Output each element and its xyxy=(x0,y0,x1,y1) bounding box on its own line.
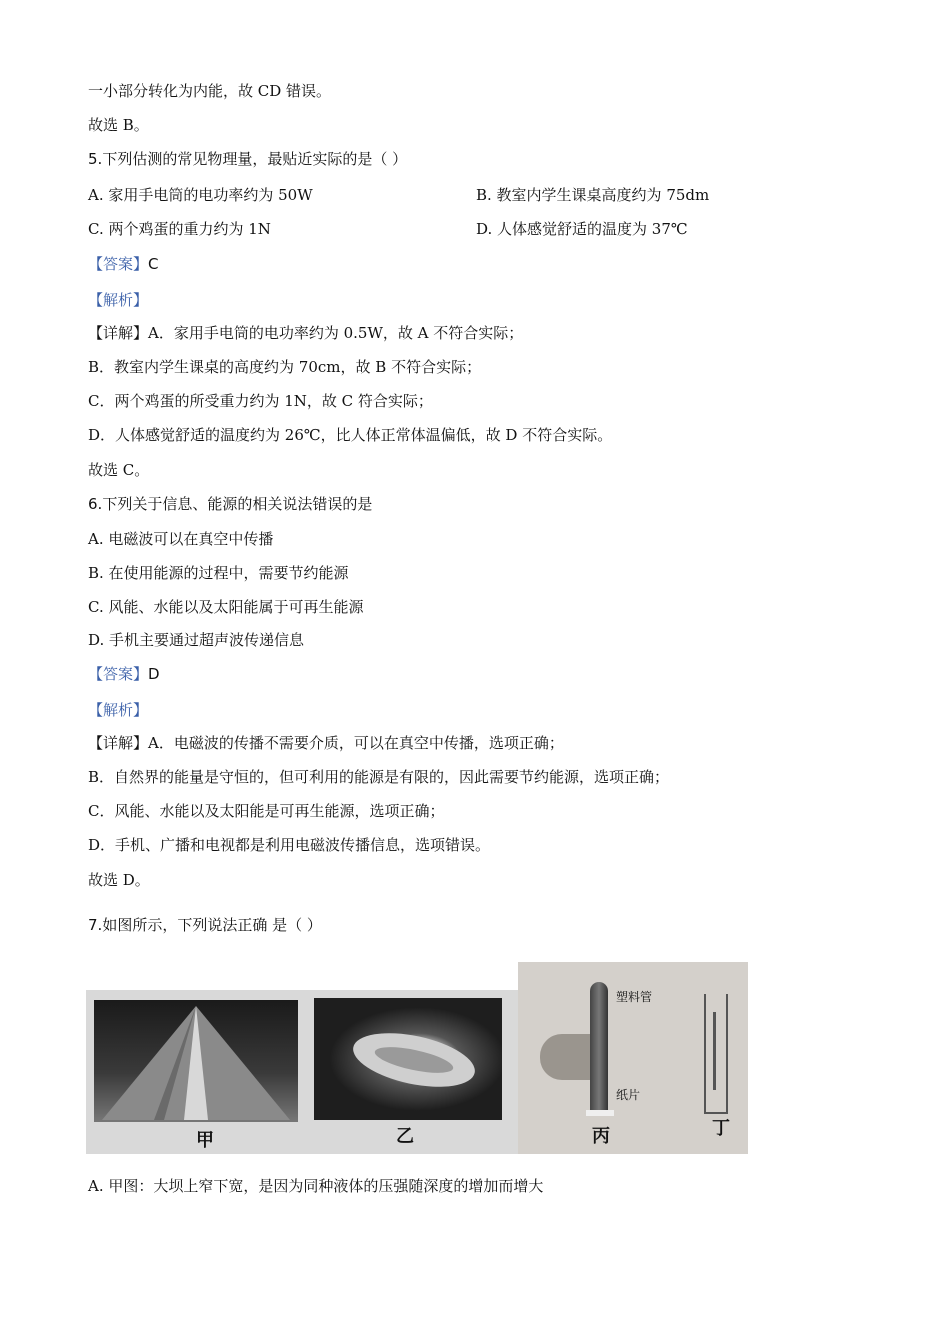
detail-line: C．两个鸡蛋的所受重力约为 1N，故 C 符合实际； xyxy=(88,392,433,410)
paper-sheet-illustration xyxy=(586,1110,614,1116)
detail-line: D．人体感觉舒适的温度约为 26℃，比人体正常体温偏低，故 D 不符合实际。 xyxy=(88,426,613,444)
option-a: A. 电磁波可以在真空中传播 xyxy=(88,530,274,548)
analysis-label: 【解析】 xyxy=(88,701,149,719)
question-5 xyxy=(88,149,407,169)
answer-line xyxy=(88,664,160,684)
option-b: B. 教室内学生课桌高度约为 75dm xyxy=(476,186,710,204)
answer-tag: 【答案】 xyxy=(88,665,149,683)
detail-line: D．手机、广播和电视都是利用电磁波传播信息，选项错误。 xyxy=(88,836,491,854)
figure-label-bing: 丙 xyxy=(592,1126,610,1147)
plastic-tube-illustration xyxy=(590,982,608,1112)
detail-line xyxy=(88,733,564,753)
paper-label: 纸片 xyxy=(616,1088,641,1102)
analysis-tag xyxy=(88,700,148,720)
question-text: 下列关于信息、能源的相关说法错误的是 xyxy=(102,495,373,513)
detail-line: B．自然界的能量是守恒的，但可利用的能源是有限的，因此需要节约能源，选项正确； xyxy=(88,768,670,786)
question-7 xyxy=(88,915,322,935)
detail-line: C．风能、水能以及太阳能是可再生能源，选项正确； xyxy=(88,802,445,820)
question-number: 7. xyxy=(88,916,103,934)
answer-value: D xyxy=(148,665,160,683)
option-c: C. 两个鸡蛋的重力约为 1N xyxy=(88,220,271,238)
question-number: 5. xyxy=(88,150,103,168)
dam-photo xyxy=(94,1000,298,1122)
figure-label-jia: 甲 xyxy=(196,1130,214,1151)
option-d: D. 手机主要通过超声波传递信息 xyxy=(88,631,305,649)
inner-tube-illustration xyxy=(713,1012,716,1090)
text-line: 故选 B。 xyxy=(88,116,149,134)
submarine-illustration xyxy=(314,998,502,1120)
text-line: 一小部分转化为内能，故 CD 错误。 xyxy=(88,82,332,100)
option-a: A. 家用手电筒的电功率约为 50W xyxy=(88,186,313,204)
detail-text: A．电磁波的传播不需要介质，可以在真空中传播，选项正确； xyxy=(148,734,564,752)
detail-tag: 【详解】 xyxy=(88,324,149,342)
figure-label-ding: 丁 xyxy=(712,1118,730,1139)
answer-line xyxy=(88,254,159,274)
option-c: C. 风能、水能以及太阳能属于可再生能源 xyxy=(88,598,364,616)
choose-line: 故选 D。 xyxy=(88,871,150,889)
option-a: A. 甲图：大坝上窄下宽，是因为同种液体的压强随深度的增加而增大 xyxy=(88,1177,544,1195)
choose-line: 故选 C。 xyxy=(88,461,150,479)
detail-line: B．教室内学生课桌的高度约为 70cm，故 B 不符合实际； xyxy=(88,358,482,376)
glass-tube-illustration xyxy=(704,994,728,1114)
option-b: B. 在使用能源的过程中，需要节约能源 xyxy=(88,564,349,582)
question-text: 下列估测的常见物理量，最贴近实际的是（ ） xyxy=(102,150,408,168)
detail-tag: 【详解】 xyxy=(88,734,149,752)
submarine-photo xyxy=(314,998,502,1120)
analysis-tag xyxy=(88,290,148,310)
option-d: D. 人体感觉舒适的温度为 37℃ xyxy=(476,220,688,238)
answer-value: C xyxy=(148,255,159,273)
question-7-figure xyxy=(86,962,748,1154)
detail-line xyxy=(88,323,523,343)
figure-label-yi: 乙 xyxy=(396,1126,414,1147)
question-6 xyxy=(88,494,372,514)
dam-illustration xyxy=(94,1000,298,1122)
answer-tag: 【答案】 xyxy=(88,255,149,273)
tube-label: 塑料管 xyxy=(616,990,653,1004)
question-text: 如图所示，下列说法正确 是（ ） xyxy=(102,916,322,934)
detail-text: A．家用手电筒的电功率约为 0.5W，故 A 不符合实际； xyxy=(148,324,524,342)
question-number: 6. xyxy=(88,495,103,513)
analysis-label: 【解析】 xyxy=(88,291,149,309)
